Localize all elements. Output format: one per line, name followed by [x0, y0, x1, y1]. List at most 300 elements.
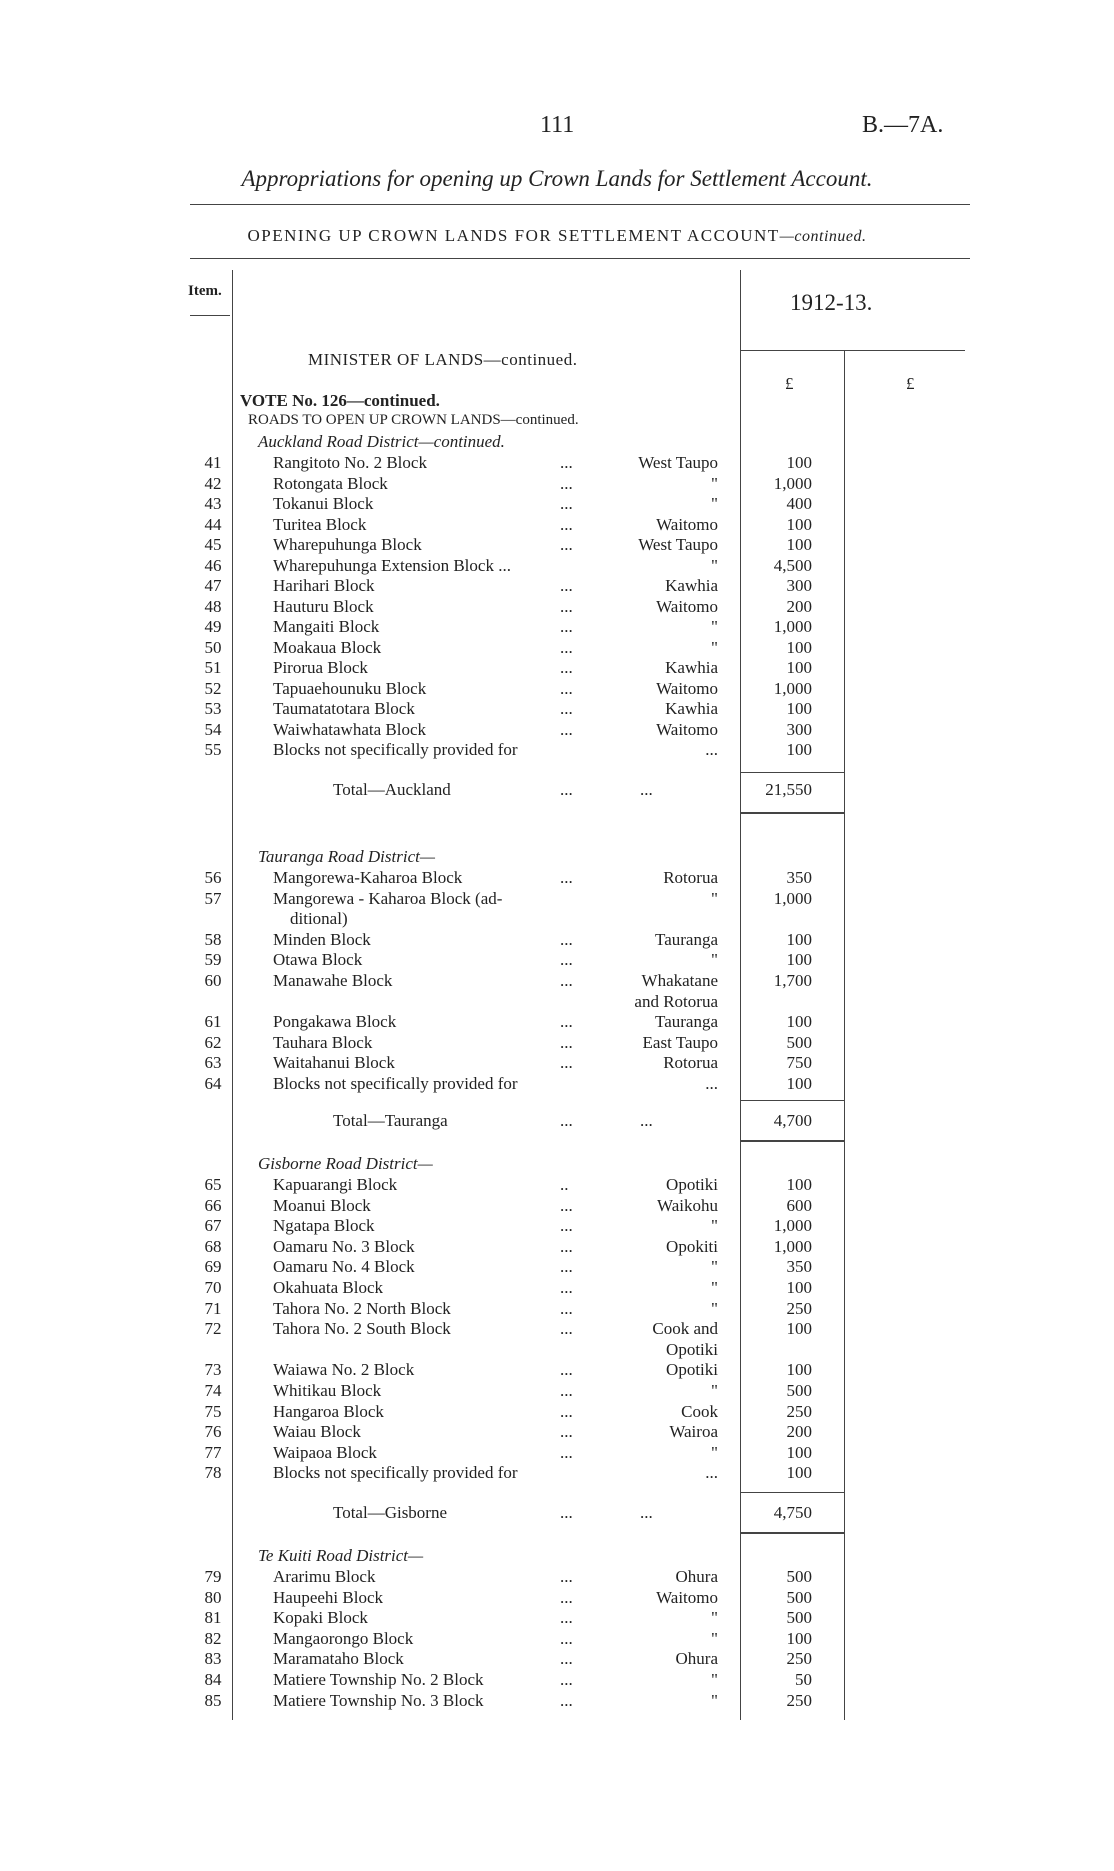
cell-dots: ... — [560, 1690, 573, 1710]
total-dots: ... — [640, 1503, 653, 1522]
cell-item: 43 — [204, 494, 222, 513]
cell-amount: 4,500 — [773, 555, 812, 575]
cell-dots: ... — [560, 1216, 573, 1236]
cell-amount: 250 — [786, 1690, 812, 1710]
cell-dots: ... — [560, 1236, 573, 1256]
cell-desc: Turitea Block — [273, 514, 367, 534]
cell-amount: 500 — [786, 1567, 812, 1586]
table-row — [0, 699, 1114, 719]
cell-district: " — [711, 1442, 718, 1462]
auckland-heading: Auckland Road District—continued. — [258, 432, 505, 451]
vote-heading: VOTE No. 126—continued. — [240, 391, 440, 410]
table-row — [0, 679, 1114, 699]
cell-dots: ... — [560, 1278, 573, 1297]
cell-amount: 100 — [786, 658, 812, 677]
cell-dots: ... — [560, 1587, 573, 1607]
cell-desc: Wharepuhunga Block — [273, 535, 422, 554]
cell-dots: ... — [560, 1257, 573, 1277]
cell-amount: 1,000 — [773, 1216, 812, 1236]
cell-amount: 750 — [786, 1053, 812, 1073]
table-row — [0, 950, 1114, 970]
item-header-underline — [190, 315, 230, 316]
cell-amount: 500 — [786, 1032, 812, 1052]
cell-item: 61 — [204, 1012, 222, 1032]
table-row — [0, 1381, 1114, 1401]
pound-header-2: £ — [906, 374, 915, 393]
table-row — [0, 1360, 1114, 1380]
cell-item: 71 — [204, 1298, 222, 1318]
auckland-subtotal-rule — [740, 772, 844, 773]
cell-amount: 1,000 — [773, 888, 812, 908]
cell-desc: Blocks not specifically provided for — [273, 740, 518, 759]
table-row — [0, 556, 1114, 576]
cell-item: 72 — [204, 1319, 222, 1339]
cell-amount: 100 — [786, 699, 812, 718]
cell-desc: Tahora No. 2 South Block — [273, 1319, 451, 1339]
cell-desc: Manawahe Block — [273, 971, 393, 990]
table-row — [0, 1422, 1114, 1442]
table-row — [0, 992, 1114, 1012]
table-row — [0, 1237, 1114, 1257]
cell-dots: ... — [560, 637, 573, 657]
cell-dots: ... — [560, 596, 573, 616]
cell-dots: ... — [560, 494, 573, 513]
cell-dots: ... — [560, 514, 573, 534]
year-header-rule — [740, 350, 965, 351]
cell-amount: 100 — [786, 1175, 812, 1194]
cell-district: " — [711, 1278, 718, 1297]
cell-item: 77 — [204, 1442, 222, 1462]
cell-dots: ... — [560, 473, 573, 493]
cell-desc: Rotongata Block — [273, 473, 388, 493]
cell-amount: 100 — [786, 514, 812, 534]
cell-amount: 250 — [786, 1401, 812, 1421]
cell-desc: Harihari Block — [273, 576, 375, 595]
table-row — [0, 868, 1114, 888]
cell-dots: ... — [560, 971, 573, 990]
cell-amount: 100 — [786, 1463, 812, 1483]
cell-dots: ... — [560, 1422, 573, 1442]
tauranga-total-row — [0, 1110, 1114, 1132]
cell-desc: Matiere Township No. 2 Block — [273, 1670, 484, 1689]
cell-amount: 300 — [786, 719, 812, 739]
total-dots: ... — [560, 1111, 573, 1130]
cell-item: 59 — [204, 950, 222, 970]
cell-amount: 1,700 — [773, 971, 812, 990]
cell-item: 66 — [204, 1195, 222, 1215]
cell-desc: Ararimu Block — [273, 1567, 376, 1586]
cell-amount: 1,000 — [773, 1236, 812, 1256]
cell-district: Waikohu — [657, 1195, 718, 1215]
cell-district: Cook — [681, 1401, 718, 1421]
cell-item: 48 — [204, 596, 222, 616]
cell-item: 47 — [204, 576, 222, 595]
cell-dots: ... — [560, 1360, 573, 1380]
cell-district: " — [711, 1608, 718, 1628]
cell-item: 51 — [204, 658, 222, 677]
cell-district: West Taupo — [638, 453, 718, 472]
cell-district: Opokiti — [666, 1236, 718, 1256]
cell-dots: ... — [560, 678, 573, 698]
cell-desc: Moakaua Block — [273, 637, 382, 657]
cell-district: Waitomo — [656, 678, 718, 698]
cell-desc: Kopaki Block — [273, 1608, 368, 1628]
cell-desc: Haupeehi Block — [273, 1587, 383, 1607]
cell-district: Tauranga — [655, 929, 718, 949]
cell-district: ... — [705, 1463, 718, 1483]
table-row — [0, 971, 1114, 991]
cell-dots: ... — [560, 1195, 573, 1215]
cell-item: 67 — [204, 1216, 222, 1236]
cell-district: Kawhia — [665, 658, 718, 677]
subtitle-text: OPENING UP CROWN LANDS FOR SETTLEMENT ACCOUNT — [247, 226, 780, 245]
cell-district: " — [711, 1381, 718, 1400]
auckland-total-rule — [740, 812, 844, 814]
cell-item: 42 — [204, 473, 222, 493]
subtitle-continued: —continued. — [779, 228, 867, 245]
cell-item: 73 — [204, 1360, 222, 1380]
table-row — [0, 1588, 1114, 1608]
document-reference: B.—7A. — [862, 112, 944, 138]
table-row — [0, 1299, 1114, 1319]
cell-amount: 100 — [786, 1074, 812, 1093]
cell-item: 50 — [204, 637, 222, 657]
cell-district: Wairoa — [669, 1422, 718, 1442]
tauranga-heading: Tauranga Road District— — [258, 847, 435, 866]
cell-amount: 250 — [786, 1649, 812, 1669]
table-row — [0, 909, 1114, 929]
table-row — [0, 1629, 1114, 1649]
cell-dots: ... — [560, 699, 573, 718]
cell-amount: 400 — [786, 494, 812, 513]
cell-district: Waitomo — [656, 719, 718, 739]
cell-item: 78 — [204, 1463, 222, 1483]
cell-desc: Okahuata Block — [273, 1278, 383, 1297]
cell-district: " — [711, 1216, 718, 1236]
title-rule — [190, 204, 970, 205]
cell-district: Ohura — [675, 1649, 718, 1669]
table-row — [0, 1443, 1114, 1463]
table-row — [0, 889, 1114, 909]
table-row — [0, 1216, 1114, 1236]
table-row — [0, 1402, 1114, 1422]
cell-item: 83 — [204, 1649, 222, 1669]
gisborne-subtotal-rule — [740, 1492, 844, 1493]
cell-desc: Moanui Block — [273, 1195, 371, 1215]
table-row — [0, 1691, 1114, 1711]
cell-amount: 100 — [786, 1319, 812, 1339]
table-row — [0, 1074, 1114, 1094]
table-row — [0, 930, 1114, 950]
table-row — [0, 1196, 1114, 1216]
cell-district: Waitomo — [656, 596, 718, 616]
cell-item: 49 — [204, 617, 222, 636]
table-row — [0, 1175, 1114, 1195]
cell-desc: Mangaorongo Block — [273, 1628, 414, 1648]
cell-dots: ... — [560, 1381, 573, 1400]
roads-heading: ROADS TO OPEN UP CROWN LANDS—continued. — [248, 412, 579, 428]
cell-desc: Mangorewa-Kaharoa Block — [273, 868, 463, 887]
cell-dots: ... — [560, 950, 573, 970]
cell-desc: Oamaru No. 4 Block — [273, 1257, 415, 1277]
cell-desc: Hangaroa Block — [273, 1401, 384, 1421]
cell-district: " — [711, 1670, 718, 1689]
table-row — [0, 1670, 1114, 1690]
total-amount: 4,750 — [773, 1503, 812, 1522]
cell-amount: 100 — [786, 929, 812, 949]
table-row — [0, 720, 1114, 740]
cell-district: Kawhia — [665, 576, 718, 595]
cell-desc: Blocks not specifically provided for — [273, 1463, 518, 1483]
cell-amount: 500 — [786, 1608, 812, 1628]
cell-desc: Tokanui Block — [273, 494, 374, 513]
table-row — [0, 535, 1114, 555]
cell-district: " — [711, 637, 718, 657]
cell-amount: 100 — [786, 637, 812, 657]
cell-dots: ... — [560, 1032, 573, 1052]
table-row — [0, 576, 1114, 596]
cell-item: 65 — [204, 1175, 222, 1194]
cell-amount: 250 — [786, 1298, 812, 1318]
table-row — [0, 1649, 1114, 1669]
cell-item: 41 — [204, 453, 222, 472]
cell-desc: Waiawa No. 2 Block — [273, 1360, 415, 1380]
cell-amount: 100 — [786, 1278, 812, 1297]
cell-amount: 350 — [786, 1257, 812, 1277]
cell-district: " — [711, 950, 718, 970]
cell-dots: .. — [560, 1175, 569, 1194]
cell-amount: 100 — [786, 740, 812, 759]
table-row — [0, 1033, 1114, 1053]
cell-amount: 500 — [786, 1381, 812, 1400]
cell-amount: 100 — [786, 1442, 812, 1462]
cell-desc: Waitahanui Block — [273, 1053, 395, 1073]
cell-item: 54 — [204, 719, 222, 739]
auckland-total-row — [0, 779, 1114, 801]
cell-dots: ... — [560, 1298, 573, 1318]
total-label: Total—Gisborne — [333, 1503, 448, 1522]
table-row — [0, 1319, 1114, 1339]
table-row — [0, 1340, 1114, 1360]
cell-amount: 100 — [786, 1012, 812, 1032]
cell-dots: ... — [560, 868, 573, 887]
cell-item: 57 — [204, 888, 222, 908]
cell-district: Opotiki — [666, 1175, 718, 1194]
table-row — [0, 597, 1114, 617]
gisborne-total-row — [0, 1502, 1114, 1524]
cell-item: 60 — [204, 971, 222, 990]
cell-desc: Wharepuhunga Extension Block ... — [273, 555, 511, 575]
cell-dots: ... — [560, 719, 573, 739]
cell-district: Opotiki — [666, 1339, 718, 1359]
cell-amount: 1,000 — [773, 473, 812, 493]
cell-item: 76 — [204, 1422, 222, 1442]
cell-desc: Waiau Block — [273, 1422, 361, 1442]
cell-item: 56 — [204, 868, 222, 887]
cell-dots: ... — [560, 453, 573, 472]
page-title: Appropriations for opening up Crown Lands for Settlement Account. — [241, 166, 873, 191]
cell-desc: Minden Block — [273, 929, 371, 949]
cell-dots: ... — [560, 658, 573, 677]
cell-amount: 50 — [795, 1670, 812, 1689]
table-row — [0, 1257, 1114, 1277]
cell-item: 55 — [204, 740, 222, 759]
cell-dots: ... — [560, 1628, 573, 1648]
cell-dots: ... — [560, 929, 573, 949]
cell-desc: Rangitoto No. 2 Block — [273, 453, 427, 472]
cell-district: Ohura — [675, 1567, 718, 1586]
cell-desc: Hauturu Block — [273, 596, 374, 616]
total-dots: ... — [640, 1111, 653, 1130]
cell-district: West Taupo — [638, 535, 718, 554]
cell-desc: Taumatatotara Block — [273, 699, 415, 718]
cell-dots: ... — [560, 1608, 573, 1628]
cell-amount: 500 — [786, 1587, 812, 1607]
cell-amount: 100 — [786, 535, 812, 554]
cell-amount: 100 — [786, 1360, 812, 1380]
cell-amount: 1,000 — [773, 678, 812, 698]
cell-desc: Mangorewa - Kaharoa Block (ad- — [273, 888, 503, 908]
cell-district: " — [711, 473, 718, 493]
total-label: Total—Tauranga — [333, 1111, 448, 1130]
cell-dots: ... — [560, 1401, 573, 1421]
tekuiti-heading: Te Kuiti Road District— — [258, 1546, 424, 1565]
cell-district: Kawhia — [665, 699, 718, 718]
cell-desc: Oamaru No. 3 Block — [273, 1236, 415, 1256]
item-column-header: Item. — [188, 283, 222, 299]
cell-item: 75 — [204, 1401, 222, 1421]
cell-amount: 100 — [786, 1628, 812, 1648]
cell-item: 82 — [204, 1628, 222, 1648]
cell-desc: ditional) — [290, 909, 348, 929]
cell-desc: Blocks not specifically provided for — [273, 1074, 518, 1093]
cell-district: and Rotorua — [634, 991, 718, 1011]
cell-item: 53 — [204, 699, 222, 718]
tauranga-subtotal-rule — [740, 1100, 844, 1101]
cell-item: 58 — [204, 929, 222, 949]
table-row — [0, 1053, 1114, 1073]
cell-amount: 300 — [786, 576, 812, 595]
gisborne-total-rule — [740, 1532, 844, 1534]
cell-district: Opotiki — [666, 1360, 718, 1380]
cell-desc: Waiwhatawhata Block — [273, 719, 426, 739]
cell-item: 44 — [204, 514, 222, 534]
cell-item: 85 — [204, 1690, 222, 1710]
cell-item: 62 — [204, 1032, 222, 1052]
cell-item: 81 — [204, 1608, 222, 1628]
cell-dots: ... — [560, 1442, 573, 1462]
cell-item: 69 — [204, 1257, 222, 1277]
cell-amount: 100 — [786, 950, 812, 970]
total-amount: 4,700 — [773, 1111, 812, 1130]
cell-desc: Matiere Township No. 3 Block — [273, 1690, 484, 1710]
pound-header-1: £ — [785, 374, 794, 393]
minister-heading: MINISTER OF LANDS—continued. — [308, 350, 578, 369]
total-dots: ... — [560, 780, 573, 799]
cell-desc: Tahora No. 2 North Block — [273, 1298, 451, 1318]
cell-dots: ... — [560, 1649, 573, 1669]
page-number: 111 — [540, 112, 575, 138]
gisborne-heading: Gisborne Road District— — [258, 1154, 433, 1173]
cell-item: 70 — [204, 1278, 222, 1297]
table-row — [0, 1463, 1114, 1483]
page-subtitle — [0, 226, 1114, 246]
cell-desc: Whitikau Block — [273, 1381, 382, 1400]
cell-district: Rotorua — [663, 1053, 718, 1073]
cell-item: 80 — [204, 1587, 222, 1607]
cell-dots: ... — [560, 1567, 573, 1586]
total-amount: 21,550 — [765, 780, 812, 799]
cell-item: 84 — [204, 1670, 222, 1689]
cell-district: ... — [705, 740, 718, 759]
table-row — [0, 474, 1114, 494]
table-row — [0, 1278, 1114, 1298]
cell-desc: Tauhara Block — [273, 1032, 373, 1052]
tauranga-total-rule — [740, 1140, 844, 1142]
cell-amount: 200 — [786, 1422, 812, 1442]
cell-district: Cook and — [652, 1319, 718, 1339]
cell-item: 74 — [204, 1381, 222, 1400]
cell-dots: ... — [560, 1670, 573, 1689]
cell-desc: Ngatapa Block — [273, 1216, 375, 1236]
cell-district: Waitomo — [656, 1587, 718, 1607]
table-row — [0, 494, 1114, 514]
total-dots: ... — [560, 1503, 573, 1522]
cell-district: " — [711, 617, 718, 636]
cell-district: Whakatane — [641, 971, 718, 990]
table-row — [0, 617, 1114, 637]
cell-amount: 1,000 — [773, 617, 812, 636]
table-row — [0, 1567, 1114, 1587]
cell-district: Rotorua — [663, 868, 718, 887]
cell-district: Waitomo — [656, 514, 718, 534]
cell-district: " — [711, 1628, 718, 1648]
cell-desc: Otawa Block — [273, 950, 363, 970]
table-row — [0, 453, 1114, 473]
table-row — [0, 638, 1114, 658]
cell-item: 64 — [204, 1074, 222, 1093]
cell-dots: ... — [560, 576, 573, 595]
cell-district: ... — [705, 1074, 718, 1093]
cell-amount: 100 — [786, 453, 812, 472]
cell-dots: ... — [560, 1319, 573, 1339]
cell-district: " — [711, 494, 718, 513]
cell-dots: ... — [560, 535, 573, 554]
table-row — [0, 1012, 1114, 1032]
cell-desc: Waipaoa Block — [273, 1442, 377, 1462]
subtitle-rule — [190, 258, 970, 259]
cell-item: 68 — [204, 1236, 222, 1256]
cell-amount: 600 — [786, 1195, 812, 1215]
cell-district: " — [711, 1298, 718, 1318]
cell-district: East Taupo — [642, 1032, 718, 1052]
cell-amount: 200 — [786, 596, 812, 616]
cell-item: 45 — [204, 535, 222, 554]
total-label: Total—Auckland — [333, 780, 451, 799]
cell-item: 46 — [204, 555, 222, 575]
cell-desc: Pirorua Block — [273, 658, 368, 677]
table-row — [0, 515, 1114, 535]
cell-item: 63 — [204, 1053, 222, 1073]
cell-desc: Pongakawa Block — [273, 1012, 397, 1032]
total-dots: ... — [640, 780, 653, 799]
cell-dots: ... — [560, 1053, 573, 1073]
cell-district: Tauranga — [655, 1012, 718, 1032]
cell-desc: Mangaiti Block — [273, 617, 380, 636]
cell-desc: Maramataho Block — [273, 1649, 404, 1669]
table-row — [0, 658, 1114, 678]
table-row — [0, 1608, 1114, 1628]
